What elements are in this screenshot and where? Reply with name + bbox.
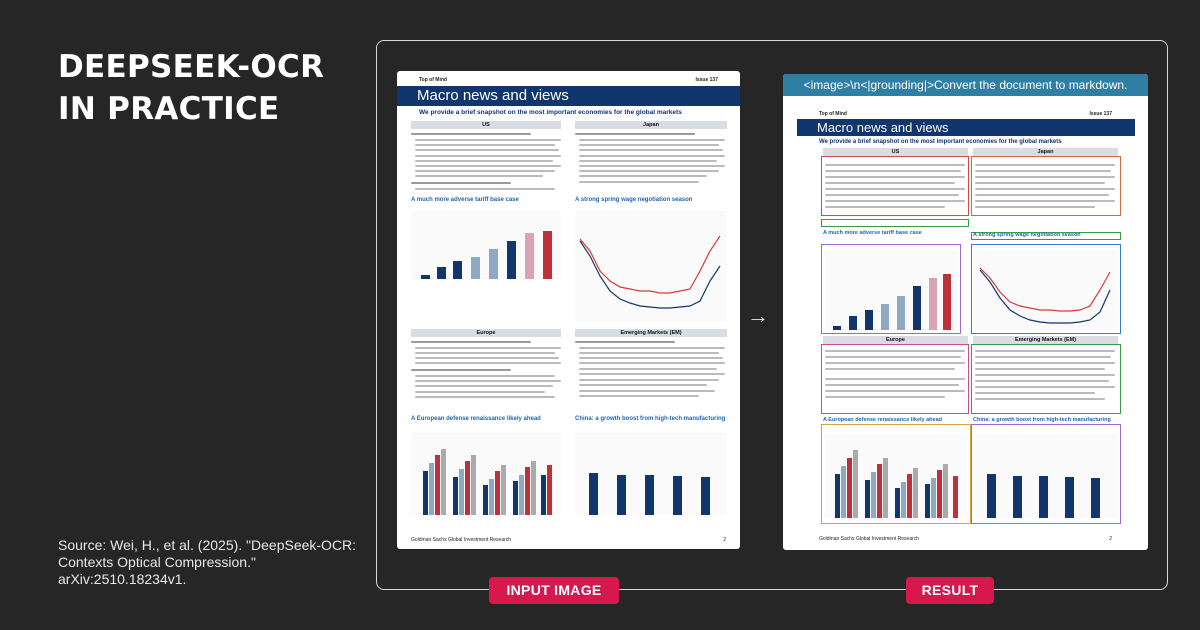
result-section-europe: Europe xyxy=(823,336,968,344)
chart-title-japan: A strong spring wage negotiation season xyxy=(575,197,693,203)
result-label: RESULT xyxy=(906,577,994,604)
result-top-right: Issue 137 xyxy=(1089,111,1112,117)
result-document xyxy=(783,74,1148,550)
chart-em xyxy=(575,433,727,515)
result-chart-title-us: A much more adverse tariff base case xyxy=(823,230,922,236)
result-chart-us xyxy=(825,250,957,330)
result-chart-title-japan: A strong spring wage negotiation season xyxy=(973,232,1081,238)
headline-line-2: IN PRACTICE xyxy=(58,91,280,127)
section-japan: Japan xyxy=(575,121,727,129)
section-europe: Europe xyxy=(411,329,561,337)
chart-title-em: China: a growth boost from high-tech manufacturing xyxy=(575,416,726,422)
headline-line-1: DEEPSEEK-OCR xyxy=(58,49,325,85)
section-us: US xyxy=(411,121,561,129)
source-citation: Source: Wei, H., et al. (2025). "DeepSeek-OCR: Contexts Optical Compression." arXiv:2510.18234v1. xyxy=(58,537,357,587)
chart-title-europe: A European defense renaissance likely ahead xyxy=(411,416,541,422)
chart-title-us: A much more adverse tariff base case xyxy=(411,197,519,203)
headline xyxy=(58,46,324,130)
doc-page-number: 2 xyxy=(723,537,726,543)
input-image-label: INPUT IMAGE xyxy=(489,577,619,604)
doc-top-left: Top of Mind xyxy=(419,77,447,83)
chart-japan xyxy=(575,211,727,321)
result-footer: Goldman Sachs Global Investment Research xyxy=(819,536,920,542)
input-document xyxy=(397,71,740,549)
result-title: Macro news and views xyxy=(797,119,1135,136)
result-chart-europe xyxy=(825,434,967,518)
chart-us xyxy=(411,211,561,279)
result-chart-em xyxy=(975,434,1117,518)
arrow-icon: → xyxy=(747,303,769,328)
doc-footer: Goldman Sachs Global Investment Research xyxy=(411,537,512,543)
section-em: Emerging Markets (EM) xyxy=(575,329,727,337)
result-top-left: Top of Mind xyxy=(819,111,847,117)
doc-top-right: Issue 137 xyxy=(695,77,718,83)
result-chart-title-em: China: a growth boost from high-tech manufacturing xyxy=(973,417,1111,423)
result-chart-japan xyxy=(975,250,1117,330)
doc-title: Macro news and views xyxy=(397,86,740,106)
result-section-em: Emerging Markets (EM) xyxy=(973,336,1118,344)
result-section-us: US xyxy=(823,148,968,156)
ocr-prompt: <image>\n<|grounding|>Convert the document to markdown. xyxy=(783,74,1148,96)
result-section-japan: Japan xyxy=(973,148,1118,156)
result-page-number: 2 xyxy=(1109,536,1112,542)
result-chart-title-europe: A European defense renaissance likely ahead xyxy=(823,417,943,423)
result-subtitle: We provide a brief snapshot on the most important economies for the global markets xyxy=(819,139,1062,145)
doc-subtitle: We provide a brief snapshot on the most important economies for the global markets xyxy=(419,109,682,116)
chart-europe xyxy=(411,433,561,515)
